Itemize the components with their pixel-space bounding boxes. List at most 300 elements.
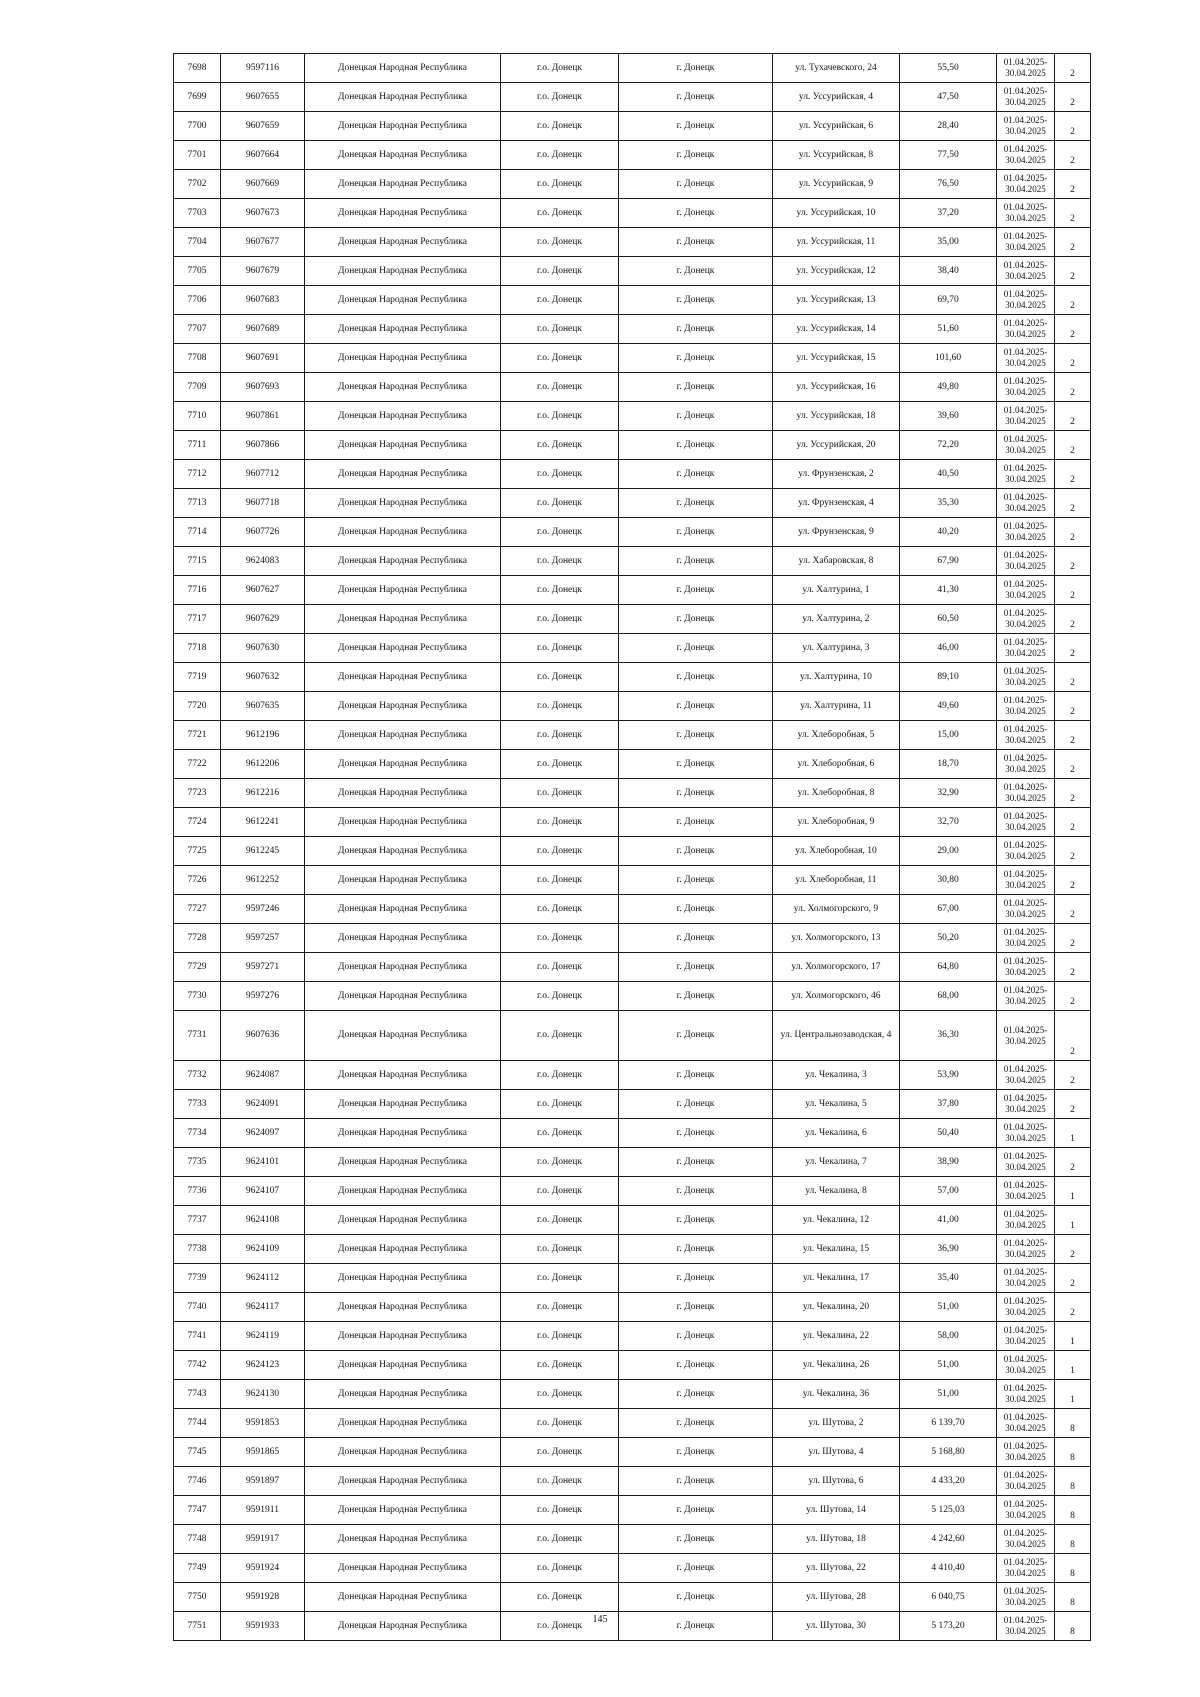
area-cell: 53,90 bbox=[900, 1061, 997, 1090]
table-row bbox=[174, 431, 1091, 460]
area-cell: 30,80 bbox=[900, 866, 997, 895]
period-end: 30.04.2025 bbox=[1005, 387, 1046, 397]
city-cell: г. Донецк bbox=[619, 141, 773, 170]
region-cell: Донецкая Народная Республика bbox=[305, 170, 501, 199]
table-row bbox=[174, 1351, 1091, 1380]
table-row bbox=[174, 1235, 1091, 1264]
district-cell: г.о. Донецк bbox=[501, 1293, 619, 1322]
city-cell: г. Донецк bbox=[619, 663, 773, 692]
table-row bbox=[174, 866, 1091, 895]
period-end: 30.04.2025 bbox=[1005, 909, 1046, 919]
table-row bbox=[174, 1293, 1091, 1322]
region-cell: Донецкая Народная Республика bbox=[305, 1061, 501, 1090]
address-cell: ул. Чекалина, 12 bbox=[773, 1206, 900, 1235]
row-number-cell: 7704 bbox=[174, 228, 221, 257]
address-cell: ул. Шутова, 14 bbox=[773, 1496, 900, 1525]
address-cell: ул. Шутова, 2 bbox=[773, 1409, 900, 1438]
city-cell: г. Донецк bbox=[619, 750, 773, 779]
table-row bbox=[174, 1177, 1091, 1206]
object-code-cell: 9624101 bbox=[221, 1148, 305, 1177]
region-cell: Донецкая Народная Республика bbox=[305, 866, 501, 895]
city-cell: г. Донецк bbox=[619, 1612, 773, 1641]
district-cell: г.о. Донецк bbox=[501, 431, 619, 460]
row-number-cell: 7711 bbox=[174, 431, 221, 460]
object-code-cell: 9624091 bbox=[221, 1090, 305, 1119]
region-cell: Донецкая Народная Республика bbox=[305, 83, 501, 112]
object-code-cell: 9607718 bbox=[221, 489, 305, 518]
city-cell: г. Донецк bbox=[619, 1496, 773, 1525]
city-cell: г. Донецк bbox=[619, 1293, 773, 1322]
address-cell: ул. Уссурийская, 11 bbox=[773, 228, 900, 257]
period-cell bbox=[997, 1206, 1055, 1235]
region-cell: Донецкая Народная Республика bbox=[305, 54, 501, 83]
row-number-cell: 7730 bbox=[174, 982, 221, 1011]
row-number-cell: 7715 bbox=[174, 547, 221, 576]
city-cell: г. Донецк bbox=[619, 808, 773, 837]
period-cell bbox=[997, 1090, 1055, 1119]
region-cell: Донецкая Народная Республика bbox=[305, 1090, 501, 1119]
count-cell: 1 bbox=[1055, 1119, 1091, 1148]
table-row bbox=[174, 547, 1091, 576]
period-start: 01.04.2025- bbox=[1003, 840, 1048, 850]
district-cell: г.о. Донецк bbox=[501, 1525, 619, 1554]
count-cell: 2 bbox=[1055, 315, 1091, 344]
period-cell bbox=[997, 953, 1055, 982]
district-cell: г.о. Донецк bbox=[501, 257, 619, 286]
district-cell: г.о. Донецк bbox=[501, 402, 619, 431]
count-cell: 8 bbox=[1055, 1409, 1091, 1438]
region-cell: Донецкая Народная Республика bbox=[305, 1322, 501, 1351]
area-cell: 35,30 bbox=[900, 489, 997, 518]
count-cell: 8 bbox=[1055, 1438, 1091, 1467]
city-cell: г. Донецк bbox=[619, 1011, 773, 1061]
address-cell: ул. Уссурийская, 15 bbox=[773, 344, 900, 373]
row-number-cell: 7751 bbox=[174, 1612, 221, 1641]
region-cell: Донецкая Народная Республика bbox=[305, 1148, 501, 1177]
count-cell: 2 bbox=[1055, 112, 1091, 141]
region-cell: Донецкая Народная Республика bbox=[305, 431, 501, 460]
row-number-cell: 7703 bbox=[174, 199, 221, 228]
object-code-cell: 9607635 bbox=[221, 692, 305, 721]
period-start: 01.04.2025- bbox=[1003, 115, 1048, 125]
object-code-cell: 9591911 bbox=[221, 1496, 305, 1525]
count-cell: 2 bbox=[1055, 808, 1091, 837]
period-end: 30.04.2025 bbox=[1005, 271, 1046, 281]
period-start: 01.04.2025- bbox=[1003, 1296, 1048, 1306]
region-cell: Донецкая Народная Республика bbox=[305, 1206, 501, 1235]
city-cell: г. Донецк bbox=[619, 634, 773, 663]
period-start: 01.04.2025- bbox=[1003, 347, 1048, 357]
period-end: 30.04.2025 bbox=[1005, 1336, 1046, 1346]
address-cell: ул. Халтурина, 1 bbox=[773, 576, 900, 605]
city-cell: г. Донецк bbox=[619, 692, 773, 721]
period-cell bbox=[997, 837, 1055, 866]
city-cell: г. Донецк bbox=[619, 257, 773, 286]
period-end: 30.04.2025 bbox=[1005, 1075, 1046, 1085]
area-cell: 76,50 bbox=[900, 170, 997, 199]
row-number-cell: 7735 bbox=[174, 1148, 221, 1177]
period-end: 30.04.2025 bbox=[1005, 793, 1046, 803]
row-number-cell: 7743 bbox=[174, 1380, 221, 1409]
period-cell bbox=[997, 402, 1055, 431]
object-code-cell: 9624117 bbox=[221, 1293, 305, 1322]
district-cell: г.о. Донецк bbox=[501, 489, 619, 518]
address-cell: ул. Уссурийская, 20 bbox=[773, 431, 900, 460]
row-number-cell: 7744 bbox=[174, 1409, 221, 1438]
region-cell: Донецкая Народная Республика bbox=[305, 286, 501, 315]
address-cell: ул. Фрунзенская, 4 bbox=[773, 489, 900, 518]
area-cell: 60,50 bbox=[900, 605, 997, 634]
table-row bbox=[174, 721, 1091, 750]
region-cell: Донецкая Народная Республика bbox=[305, 518, 501, 547]
object-code-cell: 9612196 bbox=[221, 721, 305, 750]
region-cell: Донецкая Народная Республика bbox=[305, 1351, 501, 1380]
city-cell: г. Донецк bbox=[619, 286, 773, 315]
period-start: 01.04.2025- bbox=[1003, 1499, 1048, 1509]
table-row bbox=[174, 402, 1091, 431]
table-row bbox=[174, 344, 1091, 373]
period-end: 30.04.2025 bbox=[1005, 184, 1046, 194]
district-cell: г.о. Донецк bbox=[501, 54, 619, 83]
period-start: 01.04.2025- bbox=[1003, 318, 1048, 328]
area-cell: 51,60 bbox=[900, 315, 997, 344]
period-end: 30.04.2025 bbox=[1005, 1104, 1046, 1114]
period-start: 01.04.2025- bbox=[1003, 1615, 1048, 1625]
table-row bbox=[174, 1148, 1091, 1177]
row-number-cell: 7714 bbox=[174, 518, 221, 547]
region-cell: Донецкая Народная Республика bbox=[305, 1554, 501, 1583]
district-cell: г.о. Донецк bbox=[501, 1011, 619, 1061]
region-cell: Донецкая Народная Республика bbox=[305, 1525, 501, 1554]
period-cell bbox=[997, 1264, 1055, 1293]
period-end: 30.04.2025 bbox=[1005, 532, 1046, 542]
period-cell bbox=[997, 141, 1055, 170]
period-start: 01.04.2025- bbox=[1003, 956, 1048, 966]
district-cell: г.о. Донецк bbox=[501, 634, 619, 663]
count-cell: 2 bbox=[1055, 605, 1091, 634]
object-code-cell: 9607683 bbox=[221, 286, 305, 315]
period-cell bbox=[997, 1467, 1055, 1496]
city-cell: г. Донецк bbox=[619, 1090, 773, 1119]
count-cell: 2 bbox=[1055, 750, 1091, 779]
period-start: 01.04.2025- bbox=[1003, 1383, 1048, 1393]
area-cell: 69,70 bbox=[900, 286, 997, 315]
address-cell: ул. Шутова, 30 bbox=[773, 1612, 900, 1641]
period-end: 30.04.2025 bbox=[1005, 880, 1046, 890]
object-code-cell: 9597116 bbox=[221, 54, 305, 83]
district-cell: г.о. Донецк bbox=[501, 547, 619, 576]
count-cell: 2 bbox=[1055, 344, 1091, 373]
period-cell bbox=[997, 1011, 1055, 1061]
object-code-cell: 9624123 bbox=[221, 1351, 305, 1380]
period-end: 30.04.2025 bbox=[1005, 474, 1046, 484]
row-number-cell: 7706 bbox=[174, 286, 221, 315]
row-number-cell: 7708 bbox=[174, 344, 221, 373]
table-row bbox=[174, 1583, 1091, 1612]
object-code-cell: 9624119 bbox=[221, 1322, 305, 1351]
period-end: 30.04.2025 bbox=[1005, 300, 1046, 310]
area-cell: 6 139,70 bbox=[900, 1409, 997, 1438]
region-cell: Донецкая Народная Республика bbox=[305, 112, 501, 141]
row-number-cell: 7707 bbox=[174, 315, 221, 344]
table-row bbox=[174, 518, 1091, 547]
period-cell bbox=[997, 1351, 1055, 1380]
city-cell: г. Донецк bbox=[619, 1525, 773, 1554]
city-cell: г. Донецк bbox=[619, 518, 773, 547]
address-cell: ул. Хлеборобная, 10 bbox=[773, 837, 900, 866]
city-cell: г. Донецк bbox=[619, 1554, 773, 1583]
count-cell: 2 bbox=[1055, 54, 1091, 83]
area-cell: 55,50 bbox=[900, 54, 997, 83]
object-code-cell: 9612245 bbox=[221, 837, 305, 866]
period-cell bbox=[997, 692, 1055, 721]
district-cell: г.о. Донецк bbox=[501, 344, 619, 373]
table-row bbox=[174, 808, 1091, 837]
address-cell: ул. Холмогорского, 13 bbox=[773, 924, 900, 953]
table-row bbox=[174, 1206, 1091, 1235]
object-code-cell: 9612241 bbox=[221, 808, 305, 837]
period-start: 01.04.2025- bbox=[1003, 57, 1048, 67]
table-row bbox=[174, 54, 1091, 83]
address-cell: ул. Уссурийская, 13 bbox=[773, 286, 900, 315]
table-row bbox=[174, 83, 1091, 112]
object-code-cell: 9597257 bbox=[221, 924, 305, 953]
district-cell: г.о. Донецк bbox=[501, 1496, 619, 1525]
table-row bbox=[174, 1409, 1091, 1438]
object-code-cell: 9607664 bbox=[221, 141, 305, 170]
count-cell: 2 bbox=[1055, 866, 1091, 895]
row-number-cell: 7702 bbox=[174, 170, 221, 199]
period-start: 01.04.2025- bbox=[1003, 608, 1048, 618]
period-end: 30.04.2025 bbox=[1005, 1597, 1046, 1607]
city-cell: г. Донецк bbox=[619, 1148, 773, 1177]
region-cell: Донецкая Народная Республика bbox=[305, 605, 501, 634]
period-start: 01.04.2025- bbox=[1003, 927, 1048, 937]
row-number-cell: 7731 bbox=[174, 1011, 221, 1061]
row-number-cell: 7723 bbox=[174, 779, 221, 808]
row-number-cell: 7729 bbox=[174, 953, 221, 982]
count-cell: 2 bbox=[1055, 924, 1091, 953]
count-cell: 2 bbox=[1055, 1061, 1091, 1090]
area-cell: 32,90 bbox=[900, 779, 997, 808]
object-code-cell: 9597271 bbox=[221, 953, 305, 982]
period-start: 01.04.2025- bbox=[1003, 1557, 1048, 1567]
address-cell: ул. Халтурина, 2 bbox=[773, 605, 900, 634]
row-number-cell: 7725 bbox=[174, 837, 221, 866]
row-number-cell: 7749 bbox=[174, 1554, 221, 1583]
period-cell bbox=[997, 1409, 1055, 1438]
city-cell: г. Донецк bbox=[619, 315, 773, 344]
address-cell: ул. Шутова, 4 bbox=[773, 1438, 900, 1467]
table-row bbox=[174, 1061, 1091, 1090]
district-cell: г.о. Донецк bbox=[501, 1177, 619, 1206]
object-code-cell: 9624108 bbox=[221, 1206, 305, 1235]
row-number-cell: 7748 bbox=[174, 1525, 221, 1554]
district-cell: г.о. Донецк bbox=[501, 779, 619, 808]
city-cell: г. Донецк bbox=[619, 199, 773, 228]
address-cell: ул. Уссурийская, 4 bbox=[773, 83, 900, 112]
period-start: 01.04.2025- bbox=[1003, 376, 1048, 386]
row-number-cell: 7717 bbox=[174, 605, 221, 634]
row-number-cell: 7750 bbox=[174, 1583, 221, 1612]
row-number-cell: 7728 bbox=[174, 924, 221, 953]
period-start: 01.04.2025- bbox=[1003, 1122, 1048, 1132]
period-start: 01.04.2025- bbox=[1003, 1238, 1048, 1248]
period-end: 30.04.2025 bbox=[1005, 1452, 1046, 1462]
area-cell: 57,00 bbox=[900, 1177, 997, 1206]
count-cell: 2 bbox=[1055, 779, 1091, 808]
period-end: 30.04.2025 bbox=[1005, 938, 1046, 948]
district-cell: г.о. Донецк bbox=[501, 1235, 619, 1264]
object-code-cell: 9607659 bbox=[221, 112, 305, 141]
district-cell: г.о. Донецк bbox=[501, 982, 619, 1011]
city-cell: г. Донецк bbox=[619, 344, 773, 373]
period-start: 01.04.2025- bbox=[1003, 144, 1048, 154]
table-row bbox=[174, 982, 1091, 1011]
district-cell: г.о. Донецк bbox=[501, 692, 619, 721]
city-cell: г. Донецк bbox=[619, 837, 773, 866]
address-cell: ул. Уссурийская, 9 bbox=[773, 170, 900, 199]
district-cell: г.о. Донецк bbox=[501, 141, 619, 170]
row-number-cell: 7726 bbox=[174, 866, 221, 895]
period-end: 30.04.2025 bbox=[1005, 1220, 1046, 1230]
count-cell: 2 bbox=[1055, 953, 1091, 982]
district-cell: г.о. Донецк bbox=[501, 199, 619, 228]
count-cell: 8 bbox=[1055, 1525, 1091, 1554]
area-cell: 38,90 bbox=[900, 1148, 997, 1177]
table-row bbox=[174, 489, 1091, 518]
period-end: 30.04.2025 bbox=[1005, 1133, 1046, 1143]
area-cell: 39,60 bbox=[900, 402, 997, 431]
area-cell: 36,30 bbox=[900, 1011, 997, 1061]
area-cell: 4 433,20 bbox=[900, 1467, 997, 1496]
district-cell: г.о. Донецк bbox=[501, 808, 619, 837]
period-cell bbox=[997, 547, 1055, 576]
region-cell: Донецкая Народная Республика bbox=[305, 547, 501, 576]
region-cell: Донецкая Народная Республика bbox=[305, 228, 501, 257]
period-cell bbox=[997, 1061, 1055, 1090]
period-start: 01.04.2025- bbox=[1003, 1064, 1048, 1074]
city-cell: г. Донецк bbox=[619, 895, 773, 924]
address-cell: ул. Уссурийская, 6 bbox=[773, 112, 900, 141]
period-cell bbox=[997, 721, 1055, 750]
region-cell: Донецкая Народная Республика bbox=[305, 576, 501, 605]
row-number-cell: 7705 bbox=[174, 257, 221, 286]
row-number-cell: 7734 bbox=[174, 1119, 221, 1148]
period-cell bbox=[997, 373, 1055, 402]
city-cell: г. Донецк bbox=[619, 54, 773, 83]
region-cell: Донецкая Народная Республика bbox=[305, 1583, 501, 1612]
count-cell: 8 bbox=[1055, 1612, 1091, 1641]
row-number-cell: 7716 bbox=[174, 576, 221, 605]
address-cell: ул. Чекалина, 36 bbox=[773, 1380, 900, 1409]
address-cell: ул. Холмогорского, 9 bbox=[773, 895, 900, 924]
object-code-cell: 9591928 bbox=[221, 1583, 305, 1612]
table-row bbox=[174, 692, 1091, 721]
period-end: 30.04.2025 bbox=[1005, 213, 1046, 223]
count-cell: 2 bbox=[1055, 837, 1091, 866]
address-cell: ул. Хлеборобная, 11 bbox=[773, 866, 900, 895]
period-end: 30.04.2025 bbox=[1005, 706, 1046, 716]
period-cell bbox=[997, 460, 1055, 489]
period-cell bbox=[997, 83, 1055, 112]
address-cell: ул. Шутова, 28 bbox=[773, 1583, 900, 1612]
district-cell: г.о. Донецк bbox=[501, 518, 619, 547]
period-cell bbox=[997, 750, 1055, 779]
count-cell: 2 bbox=[1055, 373, 1091, 402]
period-end: 30.04.2025 bbox=[1005, 996, 1046, 1006]
period-end: 30.04.2025 bbox=[1005, 97, 1046, 107]
row-number-cell: 7719 bbox=[174, 663, 221, 692]
address-cell: ул. Хлеборобная, 5 bbox=[773, 721, 900, 750]
object-code-cell: 9607630 bbox=[221, 634, 305, 663]
district-cell: г.о. Донецк bbox=[501, 1264, 619, 1293]
count-cell: 8 bbox=[1055, 1467, 1091, 1496]
table-row bbox=[174, 1011, 1091, 1061]
object-code-cell: 9612216 bbox=[221, 779, 305, 808]
period-cell bbox=[997, 286, 1055, 315]
area-cell: 5 125,03 bbox=[900, 1496, 997, 1525]
period-start: 01.04.2025- bbox=[1003, 898, 1048, 908]
address-cell: ул. Шутова, 18 bbox=[773, 1525, 900, 1554]
period-start: 01.04.2025- bbox=[1003, 1209, 1048, 1219]
row-number-cell: 7727 bbox=[174, 895, 221, 924]
object-code-cell: 9591933 bbox=[221, 1612, 305, 1641]
period-end: 30.04.2025 bbox=[1005, 1481, 1046, 1491]
period-cell bbox=[997, 199, 1055, 228]
region-cell: Донецкая Народная Республика bbox=[305, 1467, 501, 1496]
district-cell: г.о. Донецк bbox=[501, 1612, 619, 1641]
table-row bbox=[174, 924, 1091, 953]
period-start: 01.04.2025- bbox=[1003, 811, 1048, 821]
district-cell: г.о. Донецк bbox=[501, 315, 619, 344]
count-cell: 2 bbox=[1055, 576, 1091, 605]
period-start: 01.04.2025- bbox=[1003, 666, 1048, 676]
region-cell: Донецкая Народная Республика bbox=[305, 257, 501, 286]
city-cell: г. Донецк bbox=[619, 1409, 773, 1438]
object-code-cell: 9607679 bbox=[221, 257, 305, 286]
city-cell: г. Донецк bbox=[619, 1467, 773, 1496]
count-cell: 2 bbox=[1055, 141, 1091, 170]
address-cell: ул. Халтурина, 11 bbox=[773, 692, 900, 721]
period-end: 30.04.2025 bbox=[1005, 1191, 1046, 1201]
table-row bbox=[174, 170, 1091, 199]
area-cell: 58,00 bbox=[900, 1322, 997, 1351]
page-number: 145 bbox=[592, 1614, 608, 1625]
period-start: 01.04.2025- bbox=[1003, 550, 1048, 560]
table-row bbox=[174, 605, 1091, 634]
city-cell: г. Донецк bbox=[619, 83, 773, 112]
row-number-cell: 7712 bbox=[174, 460, 221, 489]
district-cell: г.о. Донецк bbox=[501, 170, 619, 199]
city-cell: г. Донецк bbox=[619, 1351, 773, 1380]
period-start: 01.04.2025- bbox=[1003, 260, 1048, 270]
period-cell bbox=[997, 605, 1055, 634]
object-code-cell: 9591897 bbox=[221, 1467, 305, 1496]
period-start: 01.04.2025- bbox=[1003, 695, 1048, 705]
address-cell: ул. Чекалина, 26 bbox=[773, 1351, 900, 1380]
address-cell: ул. Чекалина, 7 bbox=[773, 1148, 900, 1177]
address-cell: ул. Чекалина, 5 bbox=[773, 1090, 900, 1119]
table-row bbox=[174, 315, 1091, 344]
period-cell bbox=[997, 663, 1055, 692]
object-code-cell: 9607866 bbox=[221, 431, 305, 460]
period-start: 01.04.2025- bbox=[1003, 1470, 1048, 1480]
district-cell: г.о. Донецк bbox=[501, 721, 619, 750]
period-cell bbox=[997, 489, 1055, 518]
period-end: 30.04.2025 bbox=[1005, 822, 1046, 832]
count-cell: 2 bbox=[1055, 692, 1091, 721]
